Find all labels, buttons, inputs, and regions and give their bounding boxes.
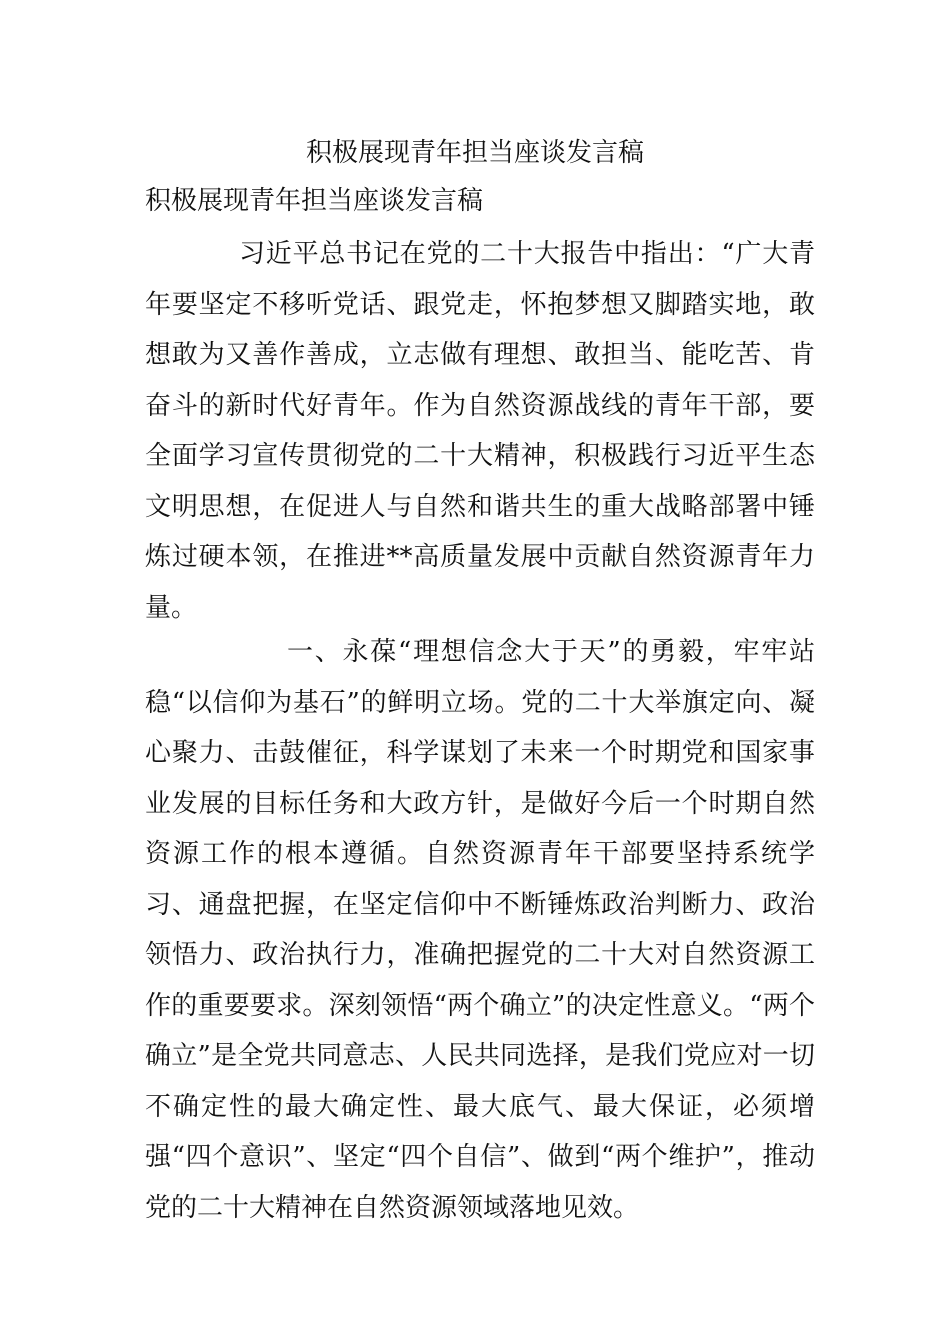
document-subtitle: 积极展现青年担当座谈发言稿 [145, 186, 484, 216]
paragraph-section-one: 一、永葆“理想信念大于天”的勇毅，牢牢站稳“以信仰为基石”的鲜明立场。党的二十大举旗定向、凝心聚力、击鼓催征，科学谋划了未来一个时期党和国家事业发展的目标任务和大政方针，是做好今后一个时期自然资源工作的根本遵循。自然资源青年干部要坚持系统学习、通盘把握，在坚定信仰中不断锤炼政治判断力、政治领悟力、政治执行力，准确把握党的二十大对自然资源工作的重要要求。深刻领悟“两个确立”的决定性意义。“两个确立”是全党共同意志、人民共同选择，是我们党应对一切不确定性的最大确定性、最大底气、最大保证，必须增强“四个意识”、坚定“四个自信”、做到“两个维护”，推动党的二十大精神在自然资源领域落地见效。 [145, 637, 815, 1223]
document-title: 积极展现青年担当座谈发言稿 [305, 138, 644, 168]
paragraph-intro: 习近平总书记在党的二十大报告中指出：“广大青年要坚定不移听党话、跟党走，怀抱梦想又脚踏实地，敢想敢为又善作善成，立志做有理想、敢担当、能吃苦、肯奋斗的新时代好青年。作为自然资源战线的青年干部，要全面学习宣传贯彻党的二十大精神，积极践行习近平生态文明思想，在促进人与自然和谐共生的重大战略部署中锤炼过硬本领，在推进**高质量发展中贡献自然资源青年力量。 [145, 239, 815, 623]
